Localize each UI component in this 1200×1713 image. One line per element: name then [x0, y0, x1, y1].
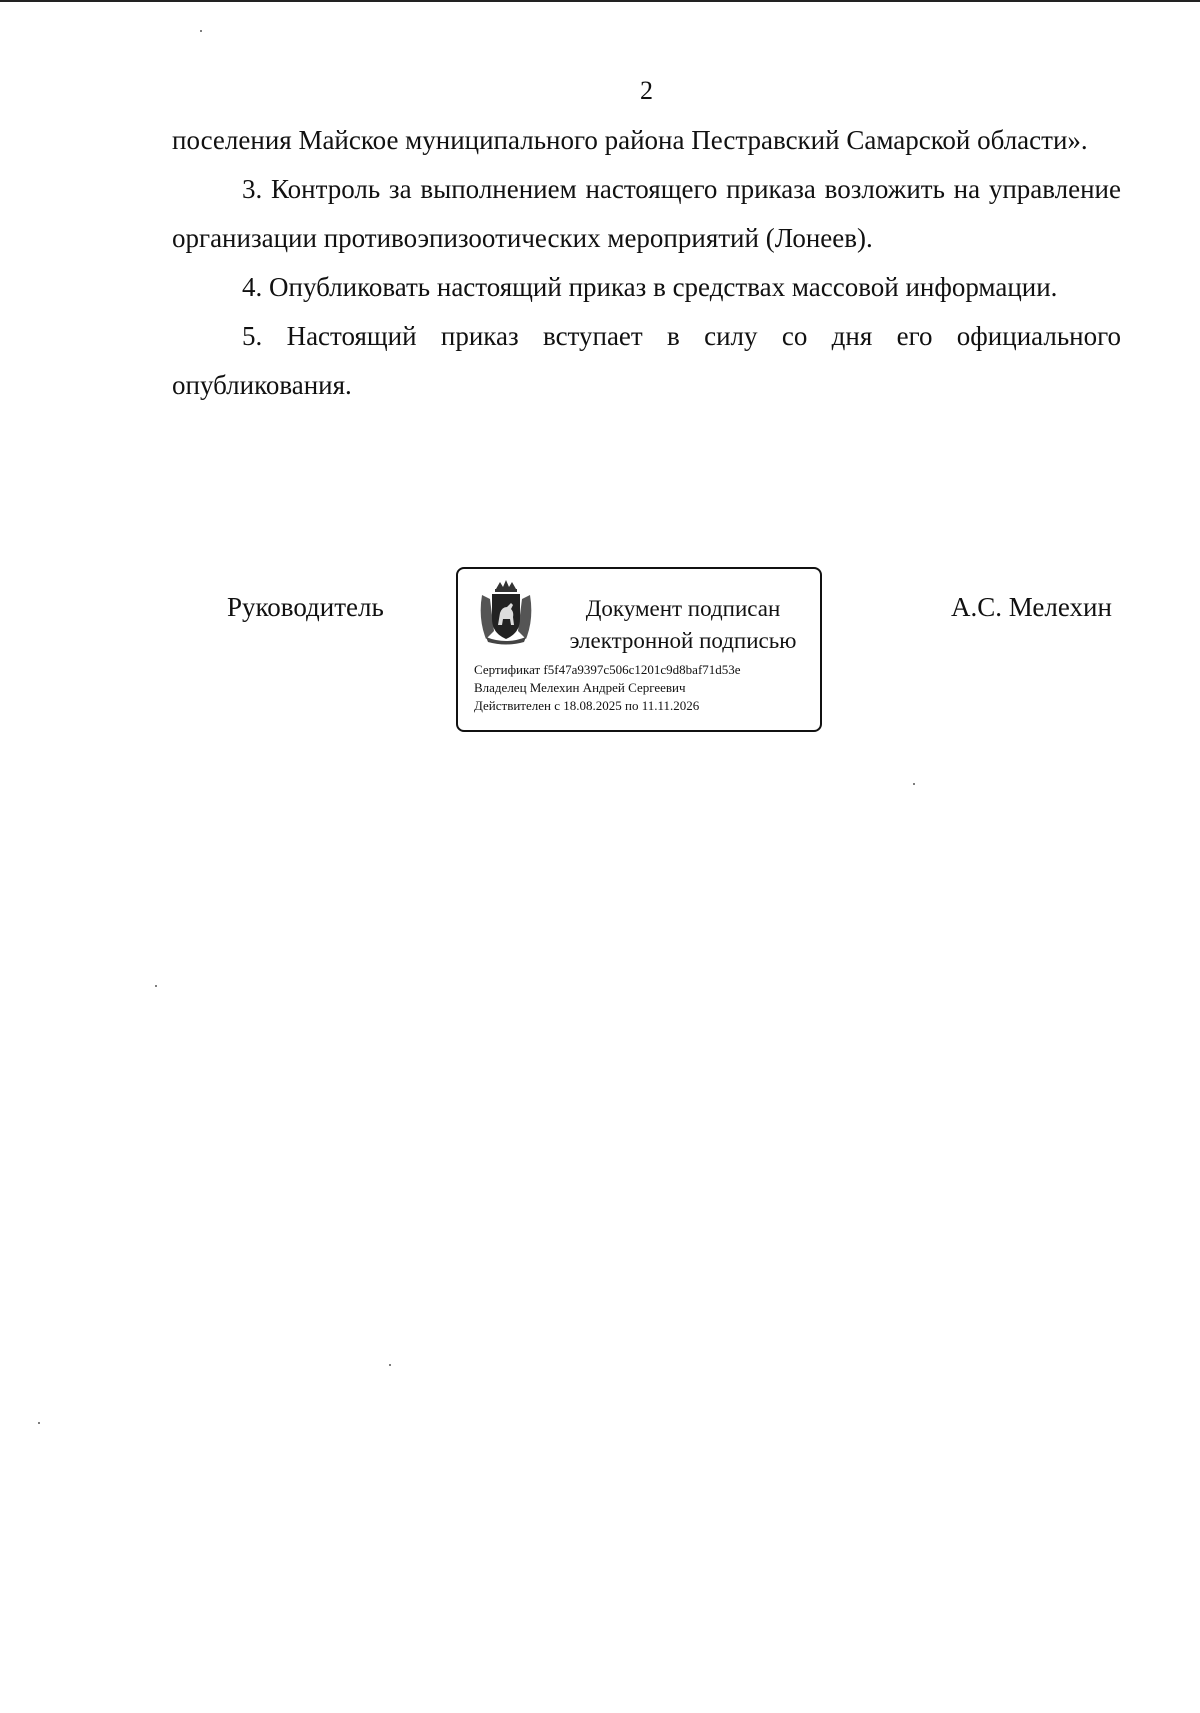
scan-speck	[913, 783, 915, 785]
scan-top-edge	[0, 0, 1200, 2]
stamp-title-line-1: Документ подписан	[585, 596, 781, 621]
stamp-title-line-2: электронной подписью	[569, 628, 797, 653]
signatory-role: Руководитель	[227, 592, 384, 622]
certificate-validity: Действителен с 18.08.2025 по 11.11.2026	[474, 698, 700, 713]
paragraph-5: 5. Настоящий приказ вступает в силу со дня его официального опубликования.	[172, 321, 1121, 400]
stamp-title	[553, 593, 813, 657]
signatory-name: А.С. Мелехин	[951, 592, 1112, 622]
document-body	[172, 116, 1121, 410]
certificate-owner: Владелец Мелехин Андрей Сергеевич	[474, 680, 686, 695]
paragraph-3: 3. Контроль за выполнением настоящего приказа возложить на управление организации противоэпизоотических мероприятий (Лонеев).	[172, 174, 1121, 253]
scan-speck	[38, 1422, 40, 1424]
samara-coat-of-arms-icon	[476, 579, 536, 645]
certificate-number: Сертификат f5f47a9397c506c1201c9d8baf71d53e	[474, 662, 741, 677]
signature-block	[0, 566, 1200, 746]
paragraph-continuation: поселения Майское муниципального района Пестравский Самарской области».	[172, 125, 1088, 155]
scan-speck	[389, 1364, 391, 1366]
page-number: 2	[640, 76, 653, 105]
stamp-details	[474, 661, 741, 715]
paragraph-4: 4. Опубликовать настоящий приказ в средствах массовой информации.	[242, 272, 1058, 302]
scan-speck	[200, 30, 202, 32]
electronic-signature-stamp	[456, 567, 822, 732]
scan-speck	[155, 985, 157, 987]
